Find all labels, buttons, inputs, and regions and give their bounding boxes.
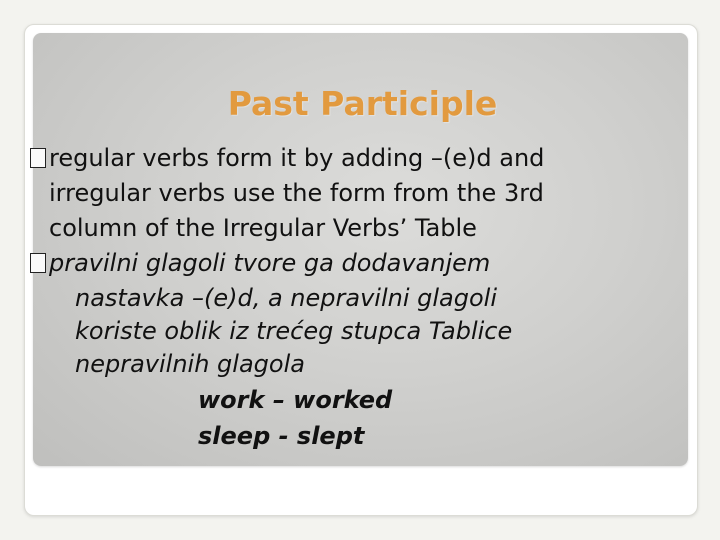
bullet-2-line-1: pravilni glagoli tvore ga dodavanjem bbox=[30, 245, 490, 281]
bullet-2-line-2: nastavka –(e)d, a nepravilni glagoli bbox=[75, 284, 497, 312]
bullet-1-line-1: regular verbs form it by adding –(e)d and bbox=[30, 140, 544, 176]
bullet-1-line-3: column of the Irregular Verbs’ Table bbox=[49, 214, 477, 242]
bullet-box-icon bbox=[30, 253, 46, 273]
slide-title: Past Participle bbox=[227, 84, 498, 123]
bullet-2-line-4: nepravilnih glagola bbox=[75, 350, 305, 378]
bullet-1-line-2: irregular verbs use the form from the 3rd bbox=[49, 179, 544, 207]
example-sleep: sleep - slept bbox=[198, 422, 365, 450]
bullet-2-line-3: koriste oblik iz trećeg stupca Tablice bbox=[75, 317, 513, 345]
example-work: work – worked bbox=[198, 386, 393, 414]
bullet-box-icon bbox=[30, 148, 46, 168]
